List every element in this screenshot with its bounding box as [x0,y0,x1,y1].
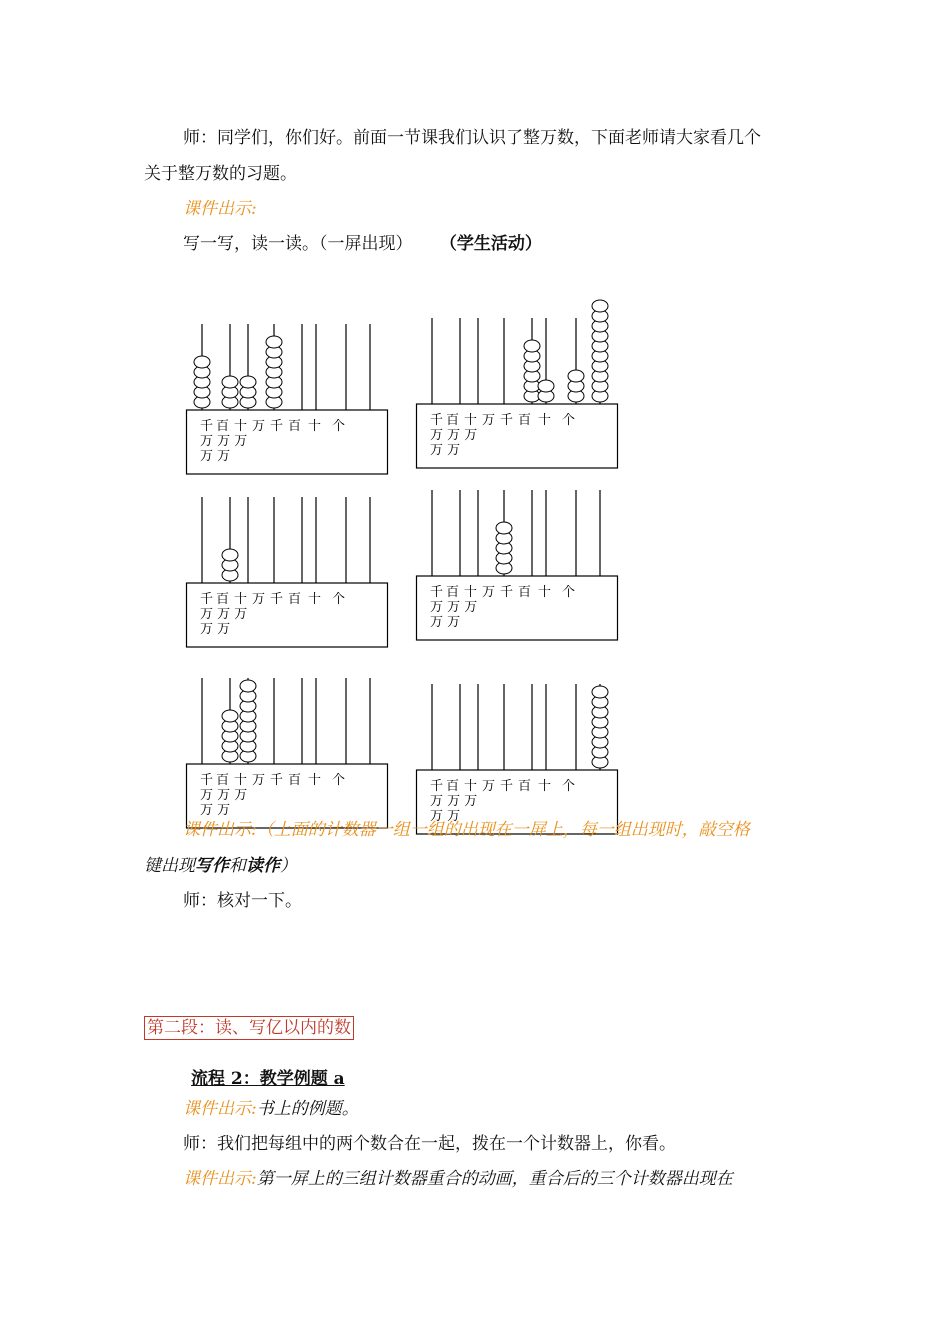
place-label: 万 [252,592,266,607]
courseware-text-2: 书上的例题。 [256,1099,359,1119]
place-label: 百 [518,585,532,600]
place-label: 万 [482,413,496,428]
place-label: 千 [500,585,514,600]
place-label: 个 [562,413,576,428]
place-label: 个 [332,773,346,788]
place-label: 百 [288,592,302,607]
wan-row-2: 万 万 [430,615,461,630]
courseware-text-3: 第一屏上的三组计数器重合的动画，重合后的三个计数器出现在 [256,1169,733,1189]
courseware-label-2: 课件出示: [183,1099,257,1119]
abacus-5 [186,670,391,830]
wan-row: 万 万 万 [200,434,248,449]
wan-row-2: 万 万 [430,443,461,458]
place-label: 千 [200,419,214,434]
place-label: 千 [500,779,514,794]
place-label: 百 [216,773,230,788]
abacus-bead [240,680,256,692]
abacus-bead [194,356,210,368]
write-read-text: 写一写，读一读。（一屏出现） [183,234,413,254]
place-label: 个 [562,779,576,794]
abacus-6 [416,676,621,836]
place-label: 十 [464,779,478,794]
abacus-bead [222,376,238,388]
abacus-4 [416,482,621,642]
place-label: 千 [270,773,284,788]
flow-title: 流程 2：教学例题 a [191,1069,345,1089]
wan-row-2: 万 万 [430,809,461,824]
place-label: 百 [288,419,302,434]
abacus-bead [222,549,238,561]
place-label: 十 [464,413,478,428]
place-label: 百 [518,413,532,428]
wan-row-2: 万 万 [200,803,231,818]
courseware-note-line2: 键出现写作和读作） [144,856,297,876]
stage-title: 第二段：读、写亿以内的数 [144,1016,354,1040]
place-label: 十 [464,585,478,600]
student-activity: （学生活动） [439,234,542,254]
courseware-line-2 [183,1098,359,1120]
place-label: 十 [234,592,248,607]
place-label: 千 [270,592,284,607]
write-read-line [183,233,542,255]
place-label: 千 [200,592,214,607]
place-label: 千 [200,773,214,788]
place-label: 百 [288,773,302,788]
place-label: 十 [538,585,552,600]
place-label: 万 [482,585,496,600]
place-label: 万 [252,773,266,788]
abacus-bead [592,686,608,698]
wan-row: 万 万 万 [430,794,478,809]
place-label: 个 [562,585,576,600]
courseware-note-line1: 课件出示:（上面的计数器一组一组的出现在一屏上，每一组出现时，敲空格 [183,820,750,840]
abacus-bead [568,370,584,382]
place-label: 百 [518,779,532,794]
place-label: 千 [430,779,444,794]
place-label: 千 [500,413,514,428]
place-label: 十 [234,419,248,434]
courseware-label: 课件出示: [183,199,257,219]
place-label: 十 [308,592,322,607]
read-as: 读作 [246,856,280,876]
abacus-bead [496,522,512,534]
place-label: 百 [446,585,460,600]
place-label: 百 [216,419,230,434]
place-label: 百 [446,413,460,428]
teacher-line-2: 师：我们把每组中的两个数合在一起，拨在一个计数器上，你看。 [183,1134,676,1154]
place-label: 个 [332,419,346,434]
abacus-bead [592,300,608,312]
wan-row: 万 万 万 [430,600,478,615]
abacus-1 [186,316,391,476]
wan-row: 万 万 万 [200,607,248,622]
courseware-line-3 [183,1168,733,1190]
wan-row: 万 万 万 [430,428,478,443]
abacus-bead [524,340,540,352]
place-label: 千 [430,413,444,428]
place-label: 万 [252,419,266,434]
wan-row-2: 万 万 [200,449,231,464]
courseware-label-3: 课件出示: [183,1169,257,1189]
place-label: 个 [332,592,346,607]
wan-row: 万 万 万 [200,788,248,803]
place-label: 十 [538,413,552,428]
place-label: 千 [430,585,444,600]
abacus-bead [240,376,256,388]
place-label: 十 [308,419,322,434]
check-line: 师：核对一下。 [183,891,302,911]
place-label: 千 [270,419,284,434]
paragraph-intro-line1: 师：同学们，你们好。前面一节课我们认识了整万数，下面老师请大家看几个 [183,128,761,148]
place-label: 十 [538,779,552,794]
write-as: 写作 [195,856,229,876]
place-label: 万 [482,779,496,794]
paragraph-intro-line2: 关于整万数的习题。 [144,164,297,184]
place-label: 十 [308,773,322,788]
place-label: 百 [446,779,460,794]
place-label: 十 [234,773,248,788]
abacus-bead [266,336,282,348]
wan-row-2: 万 万 [200,622,231,637]
place-label: 百 [216,592,230,607]
abacus-2 [416,310,621,470]
abacus-bead [222,710,238,722]
abacus-bead [538,380,554,392]
abacus-3 [186,489,391,649]
